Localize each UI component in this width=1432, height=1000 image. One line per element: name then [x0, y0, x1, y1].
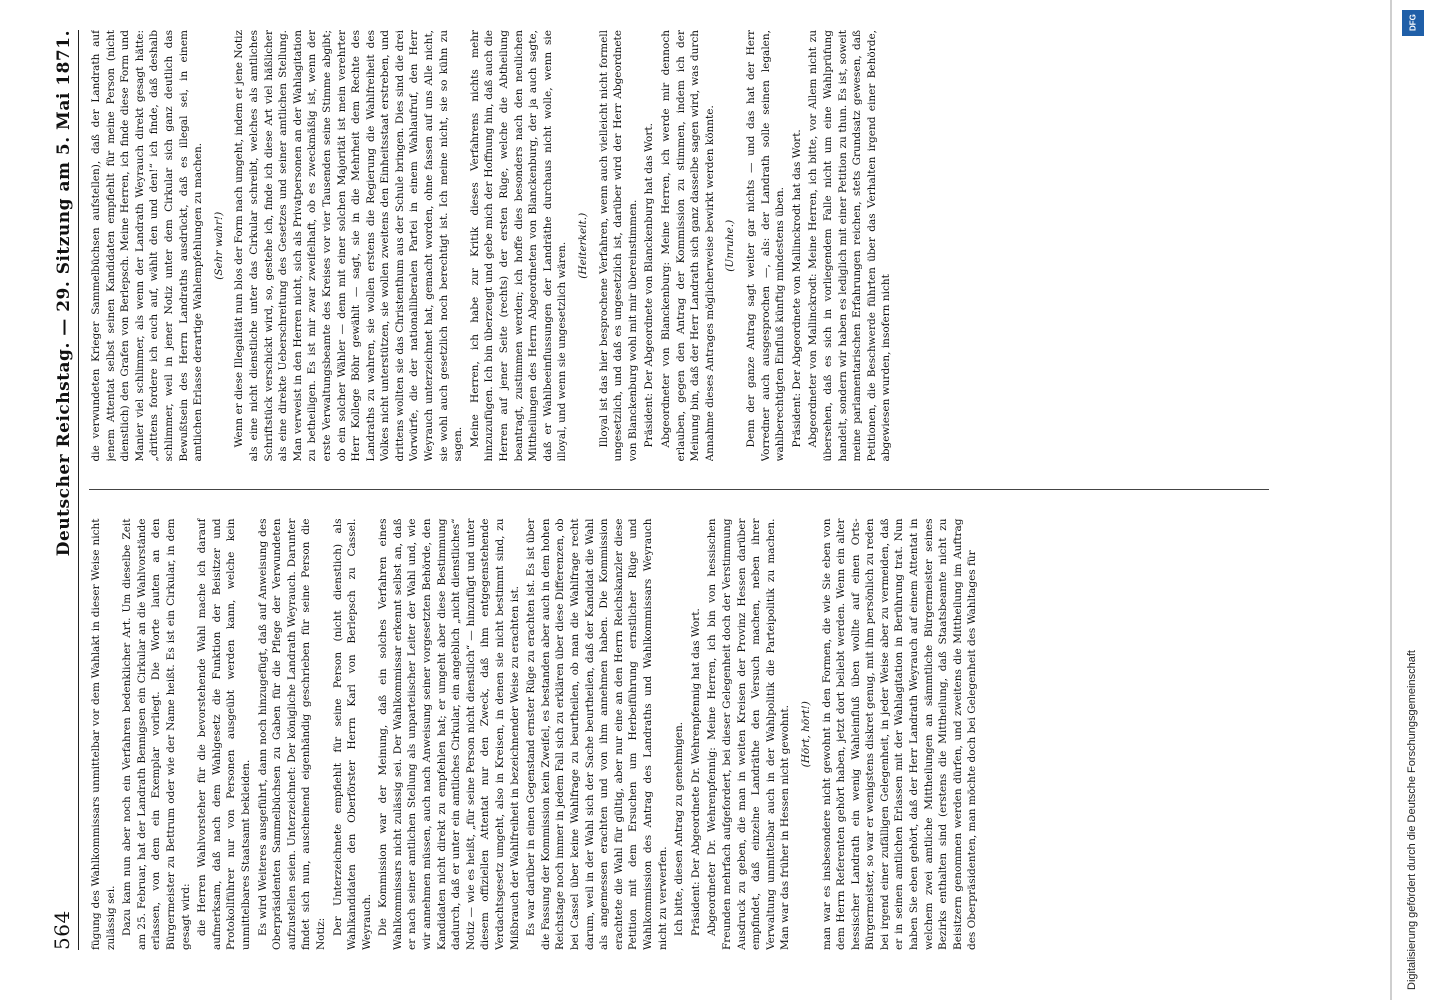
paragraph: Es war darüber in einen Gegenstand ernster Rüge zu erachten ist. Es ist über die Fassung der Kommission kein Zweifel, es bestanden aber auch in dem hohen Reichstage noch immer in jedem Fall sich zu erklären über diese Differenzen, ob bei Cassel über keine Wahlfrage zu beurtheilen, ob man die Wahlfrage recht darum, weil in der Wahl sich der Sache beurtheilen, daß der Kandidat die Wahl als angemessen erachten und von ihm annehmen haben. Die Kommission erachtete die Wahl für gültig, aber nur eine an den Herrn Reichskanzler diese Petition mit dem Ersuchen um Herbeiführung ernstlicher Rüge und Wahlkommission des Antrag des Landraths und Wahlkommissars Weyrauch nicht zu verwerfen. — [525, 518, 669, 950]
president-announcement: Präsident: Der Abgeordnete Dr. Wehrenpfennig hat das Wort. — [689, 608, 702, 936]
interjection: (Heiterkeit.) — [577, 212, 589, 279]
paragraph: Ich bitte, diesen Antrag zu genehmigen. — [673, 721, 686, 936]
text-columns — [89, 30, 1269, 950]
digitization-credit — [1406, 300, 1426, 1000]
page-header — [50, 30, 79, 950]
quoted-circular: die Herren Wahlvorsteher für die bevorstehende Wahl mache ich darauf aufmerksam, daß nach dem Wahlgesetz die Funktion der Beisitzer und Protokollführer nur von Personen ausgeübt werden kann, welche kein unmittelbares Staatsamt bekleiden. — [196, 518, 252, 950]
paragraph: Die Kommission war der Meinung, daß ein solches Verfahren eines Wahlkommissars nicht zulässig sei. Der Wahlkommissar erkennt selbst an, daß er nach seiner amtlichen Stellung als unparteiischer Leiter der Wahl und, wie wir annehmen müssen, auch nach Anweisung seiner vorgesetzten Behörde, den Kandidaten nicht direkt zu empfehlen hat; er umgeht aber diese Bestimmung dadurch, daß er unter ein amtliches Cirkular, ein angeblich „nicht dienstliches“ Notiz — wie es heißt, „für seine Person nicht dienstlich“ — hinzufügt und unter diesem offiziellen Attentat nur den Zweck, daß ihm entgegenstehende Verdachtsgesetz umgeht, also in Kreisen, in denen sie nicht bestimmt sind, zu Mißbrauch der Wahlfreiheit in bezeichnender Weise zu erachten ist. — [377, 518, 521, 950]
paragraph: Illoyal ist das hier besprochene Verfahren, wenn auch vielleicht nicht formell ungesetzlich, und daß es ungesetzlich ist, darüber wird der Herr Abgeordnete von Blanckenburg wohl mit mir übereinstimmen. — [597, 30, 639, 462]
paragraph: Meine Herren, ich habe zur Kritik dieses Verfahrens nichts mehr hinzuzufügen. Ich bin überzeugt und gebe mich der Hoffnung hin, daß auch die Herren auf jener Seite (rechts) der ersten Rüge, welche die Abtheilung beantragt, zustimmen werden; ich hoffe dies besonders nach den neulichen Mittheilungen des Herrn Abgeordneten von Blanckenburg, der ja auch sagte, daß er Wahlbeeinflussungen der Landräthe durchaus nicht wolle, wenn sie illoyal, und wenn sie ungesetzlich wären. — [468, 30, 569, 462]
paragraph: Wenn er diese Illegalität nun blos der Form nach umgeht, indem er jene Notiz als eine nicht dienstliche unter das Cirkular schreibt, welches als amtliches Schriftstück verschickt wird, so, gestehe ich, finde ich diese Art viel häßlicher als eine direkte Ueberschreitung des Gesetzes und seiner amtlichen Stellung. Man verweist in den Herren nicht, sich als Privatpersonen an der Wahlagitation zu betheiligen. Es ist mir zwar zweifelhaft, ob es zweckmäßig ist, wenn der erste Verwaltungsbeamte des Kreises vor vier Tausenden seine Stimme abgibt; ob ein solcher Wähler — denn mit einer solchen Majorität ist mein verehrter Herr Kollege Böhr gewählt — sagt, sie in die Mehrheit dem Rechte des Landraths zu wahren, sie wollen erstens die Regierung die Wahlfreiheit des Volkes nicht unterstützen, sie wollen zweitens den Einheitsstaat erstreben, und drittens wollten sie das Christenthum aus der Schule bringen. Dies sind die drei Vorwürfe, die der nationalliberalen Partei in einem Wahlaufruf, den Herr Weyrauch unterzeichnet hat, gemacht worden, ohne fassen auf uns Alle nicht, sie wohl auch gesetzlich noch berechtigt ist. Ich meine nicht, sie so kühn zu sagen. — [233, 30, 465, 462]
dfg-logo: DFG — [1402, 10, 1424, 36]
column-divider — [89, 490, 1269, 491]
digitization-credit-text: Digitalisierung gefördert durch die Deutsche Forschungsgemeinschaft — [1406, 650, 1418, 990]
paragraph: die verwundeten Krieger Sammelbüchsen aufstellen), daß der Landrath auf jenem Attentat selbst seinen Kandidaten empfiehlt für meine Person (nicht dienstlich) den Grafen von Berlepsch. Meine Herren, ich finde diese Form und Manier viel schlimmer, als wenn der Landrath Weyrauch direkt gesagt hätte: „drittens fordere ich euch auf, wählt den und den!“ ich finde, daß deshalb schlimmer, weil in jener Notiz unter dem Cirkular sich ganz deutlich das Bewußtsein des Herrn Landraths ausdrückt, daß es illegal sei, in einem amtlichen Erlasse derartige Wahlempfehlungen zu machen. — [90, 30, 205, 462]
paragraph: Denn der ganze Antrag sagt weiter gar nichts — und das hat der Herr Vorredner auch ausgesprochen —, als: der Landrath solle seinen legalen, wahlberechtigten Einfluß künftig mindestens üben. — [744, 30, 787, 462]
interjection: (Hört, hört!) — [799, 701, 812, 768]
interjection: (Sehr wahr!) — [212, 211, 225, 280]
speech: Abgeordneter Dr. Wehrenpfennig: Meine Herren, ich bin von hessischen Freunden mehrfach aufgefordert, bei dieser Gelegenheit doch der Verstimmung Ausdruck zu geben, die man in weiten Kreisen der Provinz Hessen darüber empfindet, daß einzelne Landräthe den Versuch machen, neben ihrer Verwaltung unmittelbar auch in der Wahlpolitik die Parteipolitik zu machen. Man war das früher in Hessen nicht gewohnt. — [706, 518, 792, 950]
interjection: (Unruhe.) — [724, 219, 737, 272]
quoted-note: Der Unterzeichnete empfiehlt für seine Person (nicht dienstlich) als Wahlkandidaten den Oberförster Herrn Karl von Berlepsch zu Cassel. Weyrauch. — [331, 518, 373, 950]
president-announcement: Präsident: Der Abgeordnete von Blanckenburg hat das Wort. — [643, 123, 656, 448]
paragraph: fügung des Wahlkommissars unmittelbar vor dem Wahlakt in dieser Weise nicht zulässig sei. — [90, 518, 117, 950]
president-announcement: Präsident: Der Abgeordnete von Mallinckrodt hat das Wort. — [790, 129, 803, 448]
scan-edge-line — [1390, 0, 1392, 1000]
running-title: Deutscher Reichstag. — 29. Sitzung am 5. Mai 1871. — [54, 30, 74, 557]
right-column — [89, 30, 1269, 462]
paragraph: Es wird Weiteres ausgeführt, dann noch hinzugefügt, daß auf Anweisung des Oberpräsidenten Sammelbüchsen zu Gaben für die Pflege der Verwundeten aufzustellen seien. Unterzeichnet: Der königliche Landrath Weyrauch. Darunter findet sich nun, auscheinend eigenhändig geschrieben für seine Person die Notiz: — [256, 518, 327, 950]
left-column — [89, 519, 1269, 951]
speech: Abgeordneter von Blanckenburg: Meine Herren, ich werde mir dennoch erlauben, gegen den Antrag der Kommission zu stimmen, indem ich der Meinung bin, daß der Herr Landrath sich ganz dasselbe sagen wird, was durch Annahme dieses Antrages möglicherweise bewirkt werden könnte. — [659, 30, 716, 462]
speech-continued: man war es insbesondere nicht gewohnt in den Formen, die wie Sie eben von dem Herrn Referenten gehört haben, jetzt dort beliebt werden. Wenn ein alter hessischer Landrath ein wenig Wahleinfluß üben wollte auf einen Orts-Bürgermeister, so war er wenigstens diskret genug, mit ihm persönlich zu reden bei irgend einer zufälligen Gelegenheit, in jeder Weise aber zu vermeiden, daß er in seinen amtlichen Erlassen mit der Wahlagitation in Berührung trat. Nun haben Sie eben gehört, daß der Herr Landrath Weyrauch auf einem Attentat in welchem zwei amtliche Mittheilungen an sämmtliche Bürgermeister seines Bezirks enthalten sind (erstens die Mittheilung, daß Staatsbeamte nicht zu Beisitzern genommen werden dürfen, und zweitens die Mittheilung im Auftrag des Oberpräsidenten, man möchte doch bei Gelegenheit des Wahltages für — [820, 518, 979, 950]
page-number: 564 — [50, 910, 74, 950]
speech: Abgeordneter von Mallinckrodt: Meine Herren, ich bitte, vor Allem nicht zu übersehen, daß es sich in vorliegendem Falle nicht um eine Wahlprüfung handelt, sondern wir haben es lediglich mit einer Petition zu thun. Es ist, soweit meine parlamentarischen Erfahrungen reichen, stets Grundsatz gewesen, daß Petitionen, die Beschwerde führten über das Verhalten irgend einer Behörde, abgewiesen wurden, insofern nicht — [807, 30, 893, 462]
paragraph: Dazu kam nun aber noch ein Verfahren bedenklicher Art. Um dieselbe Zeit am 25. Februar, hat der Landrath Bennigsen ein Cirkular an die Wahlvorstände erlassen, von dem ein Exemplar vorliegt. Die Worte lauten an den Bürgermeister zu Bettrum oder wie der Name heißt. Es ist ein Cirkular, in dem gesagt wird: — [121, 518, 192, 950]
